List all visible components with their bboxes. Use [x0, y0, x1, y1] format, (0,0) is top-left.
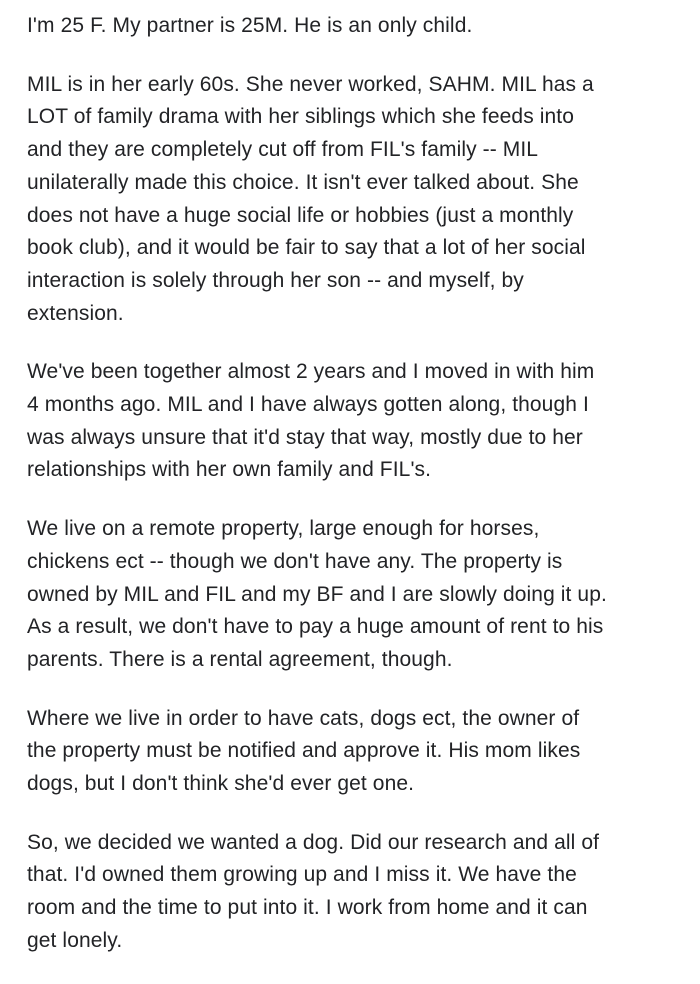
text-line: and they are completely cut off from FIL's family -- MIL — [27, 138, 539, 162]
text-line: interaction is solely through her son -- and myself, by — [27, 268, 524, 292]
text-line: the property must be notified and approve it. His mom likes — [27, 739, 581, 763]
paragraph-relationship — [27, 356, 687, 487]
text-line: dogs, but I don't think she'd ever get one. — [27, 772, 415, 796]
text-line: chickens ect -- though we don't have any. The property is — [27, 549, 563, 573]
paragraph-pet-rules — [27, 703, 687, 801]
paragraph-dog-decision — [27, 827, 687, 958]
text-line: I'm 25 F. My partner is 25M. He is an only child. — [27, 14, 473, 37]
text-line: MIL is in her early 60s. She never worked, SAHM. MIL has a — [27, 72, 594, 96]
text-line: get lonely. — [27, 928, 123, 952]
text-line: that. I'd owned them growing up and I miss it. We have the — [27, 863, 577, 887]
text-line: does not have a huge social life or hobbies (just a monthly — [27, 203, 574, 227]
text-line: 4 months ago. MIL and I have always gotten along, though I — [27, 393, 589, 417]
paragraph-intro — [27, 10, 687, 43]
text-line: room and the time to put into it. I work from home and it can — [27, 896, 588, 920]
post-body — [27, 10, 687, 984]
text-line: So, we decided we wanted a dog. Did our research and all of — [27, 830, 600, 854]
paragraph-property — [27, 513, 687, 677]
text-line: We've been together almost 2 years and I moved in with him — [27, 360, 595, 384]
text-line: LOT of family drama with her siblings which she feeds into — [27, 105, 574, 129]
text-line: relationships with her own family and FIL's. — [27, 458, 432, 482]
text-line: book club), and it would be fair to say that a lot of her social — [27, 236, 586, 260]
text-line: unilaterally made this choice. It isn't ever talked about. She — [27, 170, 579, 194]
text-line: Where we live in order to have cats, dogs ect, the owner of — [27, 706, 580, 730]
text-line: As a result, we don't have to pay a huge amount of rent to his — [27, 615, 604, 639]
paragraph-mil-background — [27, 69, 687, 331]
text-line: owned by MIL and FIL and my BF and I are slowly doing it up. — [27, 582, 607, 606]
text-line: parents. There is a rental agreement, though. — [27, 647, 453, 671]
text-line: was always unsure that it'd stay that way, mostly due to her — [27, 425, 583, 449]
text-line: We live on a remote property, large enough for horses, — [27, 517, 540, 541]
text-line: extension. — [27, 301, 124, 325]
